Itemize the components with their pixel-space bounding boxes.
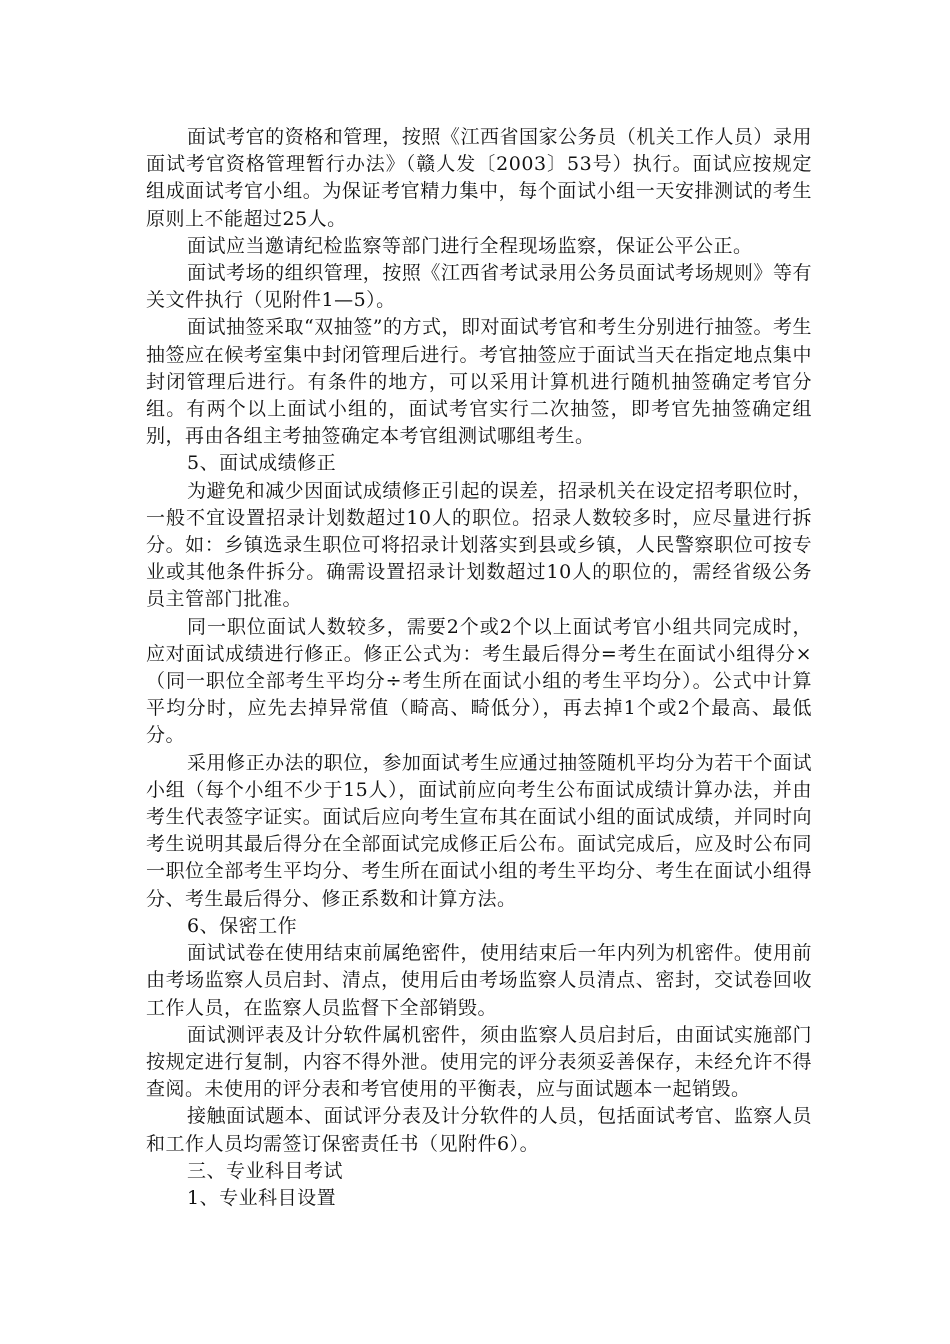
paragraph-draw-lots: 面试抽签采取“双抽签”的方式，即对面试考官和考生分别进行抽签。考生抽签应在候考室集中封闭管理后进行。考官抽签应于面试当天在指定地点集中封闭管理后进行。有条件的地方，可以采用计算机进行随机抽签确定考官分组。有两个以上面试小组的，面试考官实行二次抽签，即考官先抽签确定组别，再由各组主考抽签确定本考官组测试哪组考生。 [146,316,812,448]
paragraph-correction-formula: 同一职位面试人数较多，需要2个或2个以上面试考官小组共同完成时，应对面试成绩进行修正。修正公式为：考生最后得分=考生在面试小组得分×（同一职位全部考生平均分÷考生所在面试小组的考生平均分）。公式中计算平均分时，应先去掉异常值（畸高、畸低分），再去掉1个或2个最高、最低分。 [146,615,812,747]
paragraph-venue-management: 面试考场的组织管理，按照《江西省考试录用公务员面试考场规则》等有关文件执行（见附件1—5）。 [146,262,812,312]
paragraph-examiner-qualification: 面试考官的资格和管理，按照《江西省国家公务员（机关工作人员）录用面试考官资格管理暂行办法》（赣人发〔2003〕53号）执行。面试应按规定组成面试考官小组。为保证考官精力集中，每个面试小组一天安排测试的考生原则上不能超过25人。 [146,126,812,230]
paragraph-exam-paper-secrecy: 面试试卷在使用结束前属绝密件，使用结束后一年内列为机密件。使用前由考场监察人员启封、清点，使用后由考场监察人员清点、密封，交试卷回收工作人员，在监察人员监督下全部销毁。 [146,942,812,1019]
section-heading-subject-setting: 1、专业科目设置 [187,1186,337,1209]
paragraph-supervision: 面试应当邀请纪检监察等部门进行全程现场监察，保证公平公正。 [187,234,753,257]
paragraph-evaluation-form-secrecy: 面试测评表及计分软件属机密件，须由监察人员启封后，由面试实施部门按规定进行复制，内容不得外泄。使用完的评分表须妥善保存，未经允许不得查阅。未使用的评分表和考官使用的平衡表，应与面试题本一起销毁。 [146,1023,812,1101]
section-heading-confidentiality: 6、保密工作 [187,914,298,937]
section-heading-score-correction: 5、面试成绩修正 [187,452,337,475]
paragraph-avoid-error: 为避免和减少因面试成绩修正引起的误差，招录机关在设定招考职位时，一般不宜设置招录计划数超过10人的职位。招录人数较多时，应尽量进行拆分。如：乡镇选录生职位可将招录计划落实到县或乡镇，人民警察职位可按专业或其他条件拆分。确需设置招录计划数超过10人的职位的，需经省级公务员主管部门批准。 [146,479,812,611]
paragraph-correction-method: 采用修正办法的职位，参加面试考生应通过抽签随机平均分为若干个面试小组（每个小组不少于15人），面试前应向考生公布面试成绩计算办法，并由考生代表签字证实。面试后应向考生宣布其在面试小组的面试成绩，并同时向考生说明其最后得分在全部面试完成修正后公布。面试完成后，应及时公布同一职位全部考生平均分、考生所在面试小组的考生平均分、考生在面试小组得分、考生最后得分、修正系数和计算方法。 [146,751,812,910]
document-body [146,124,812,1212]
section-heading-professional-exam: 三、专业科目考试 [187,1159,344,1182]
paragraph-confidentiality-agreement: 接触面试题本、面试评分表及计分软件的人员，包括面试考官、监察人员和工作人员均需签订保密责任书（见附件6）。 [146,1105,812,1155]
